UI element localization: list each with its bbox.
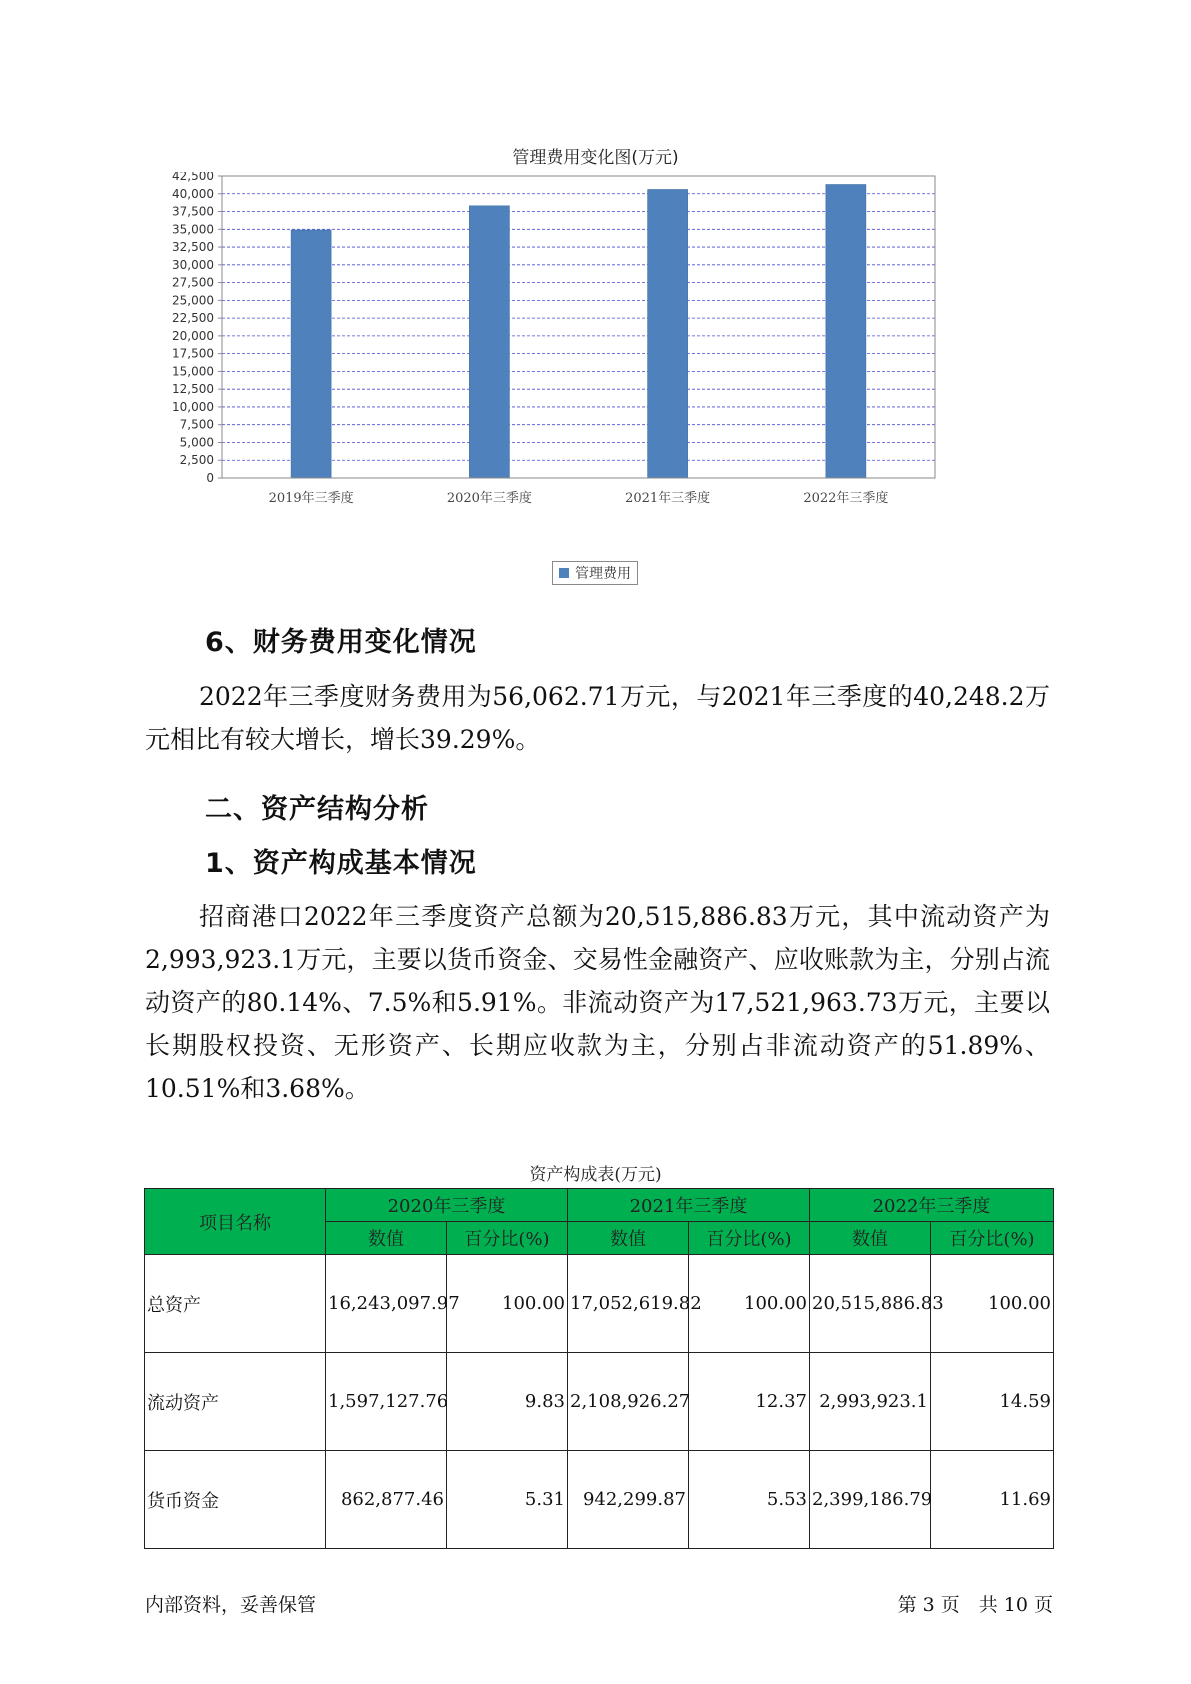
y-tick-label: 10,000 [172, 399, 214, 414]
cell-percent: 100.00 [689, 1255, 810, 1353]
chart-title: 管理费用变化图(万元) [512, 148, 679, 168]
y-tick-label: 30,000 [172, 257, 214, 272]
row-name: 货币资金 [145, 1451, 326, 1549]
section-heading-finance-expense: 6、财务费用变化情况 [205, 627, 477, 658]
cell-percent: 100.00 [931, 1255, 1054, 1353]
cell-value: 2,108,926.27 [568, 1353, 689, 1451]
chart-bars [291, 185, 866, 478]
y-tick-label: 20,000 [172, 328, 214, 343]
y-tick-label: 5,000 [179, 435, 214, 450]
cell-percent: 5.53 [689, 1451, 810, 1549]
table-header-row [145, 1189, 1054, 1222]
col-value: 数值 [568, 1222, 689, 1255]
col-value: 数值 [810, 1222, 931, 1255]
y-tick-label: 7,500 [179, 417, 214, 432]
y-tick-label: 37,500 [172, 204, 214, 219]
cell-percent: 14.59 [931, 1353, 1054, 1451]
cell-percent: 100.00 [447, 1255, 568, 1353]
col-percent: 百分比(%) [689, 1222, 810, 1255]
x-tick-label: 2020年三季度 [446, 491, 532, 506]
x-tick-label: 2022年三季度 [803, 491, 889, 506]
table-row [145, 1451, 1054, 1549]
y-tick-label: 12,500 [172, 382, 214, 397]
col-percent: 百分比(%) [931, 1222, 1054, 1255]
y-tick-label: 2,500 [179, 453, 214, 468]
col-year-2022: 2022年三季度 [810, 1189, 1054, 1222]
cell-value: 1,597,127.76 [326, 1353, 447, 1451]
cell-percent: 11.69 [931, 1451, 1054, 1549]
x-axis-ticks [269, 490, 889, 506]
cell-value: 942,299.87 [568, 1451, 689, 1549]
row-name: 流动资产 [145, 1353, 326, 1451]
cell-value: 20,515,886.83 [810, 1255, 931, 1353]
chart-legend [552, 561, 638, 585]
y-tick-label: 42,500 [172, 172, 214, 183]
y-tick-label: 22,500 [172, 311, 214, 326]
bar [291, 230, 331, 478]
cell-value: 16,243,097.97 [326, 1255, 447, 1353]
subsection-heading-asset-composition: 1、资产构成基本情况 [205, 848, 477, 879]
management-expense-bar-chart [140, 172, 950, 522]
cell-percent: 9.83 [447, 1353, 568, 1451]
y-tick-label: 32,500 [172, 240, 214, 255]
section-heading-asset-structure: 二、资产结构分析 [205, 794, 429, 825]
table-title: 资产构成表(万元) [529, 1165, 662, 1185]
asset-composition-table [144, 1188, 1054, 1549]
footer-confidential-note: 内部资料，妥善保管 [145, 1594, 317, 1616]
col-year-2020: 2020年三季度 [326, 1189, 568, 1222]
finance-expense-paragraph: 2022年三季度财务费用为56,062.71万元，与2021年三季度的40,248.2万元相比有较大增长，增长39.29%。 [145, 682, 1050, 754]
legend-label: 管理费用 [575, 566, 631, 582]
x-tick-label: 2019年三季度 [268, 491, 354, 506]
row-name: 总资产 [145, 1255, 326, 1353]
bar [469, 206, 509, 478]
y-tick-label: 0 [206, 471, 214, 485]
y-tick-label: 15,000 [172, 364, 214, 379]
asset-composition-paragraph: 招商港口2022年三季度资产总额为20,515,886.83万元，其中流动资产为2,993,923.1万元，主要以货币资金、交易性金融资产、应收账款为主，分别占流动资产的80.14%、7.5%和5.91%。非流动资产为17,521,963.73万元，主要以长期股权投资、无形资产、长期应收款为主，分别占非流动资产的51.89%、10.51%和3.68%。 [145, 902, 1050, 1103]
y-tick-label: 17,500 [172, 346, 214, 361]
cell-value: 2,399,186.79 [810, 1451, 931, 1549]
legend-swatch [559, 568, 569, 578]
cell-value: 2,993,923.1 [810, 1353, 931, 1451]
table-row [145, 1255, 1054, 1353]
cell-value: 17,052,619.82 [568, 1255, 689, 1353]
bar [826, 185, 866, 478]
x-tick-label: 2021年三季度 [625, 491, 711, 506]
y-tick-label: 35,000 [172, 222, 214, 237]
y-axis-ticks [172, 172, 222, 485]
y-tick-label: 40,000 [172, 186, 214, 201]
y-tick-label: 27,500 [172, 275, 214, 290]
y-tick-label: 25,000 [172, 293, 214, 308]
cell-value: 862,877.46 [326, 1451, 447, 1549]
col-year-2021: 2021年三季度 [568, 1189, 810, 1222]
cell-percent: 5.31 [447, 1451, 568, 1549]
col-item-name: 项目名称 [145, 1189, 326, 1255]
bar [648, 190, 688, 478]
col-value: 数值 [326, 1222, 447, 1255]
col-percent: 百分比(%) [447, 1222, 568, 1255]
table-row [145, 1353, 1054, 1451]
footer-page-number: 第 3 页 共 10 页 [897, 1594, 1053, 1616]
cell-percent: 12.37 [689, 1353, 810, 1451]
